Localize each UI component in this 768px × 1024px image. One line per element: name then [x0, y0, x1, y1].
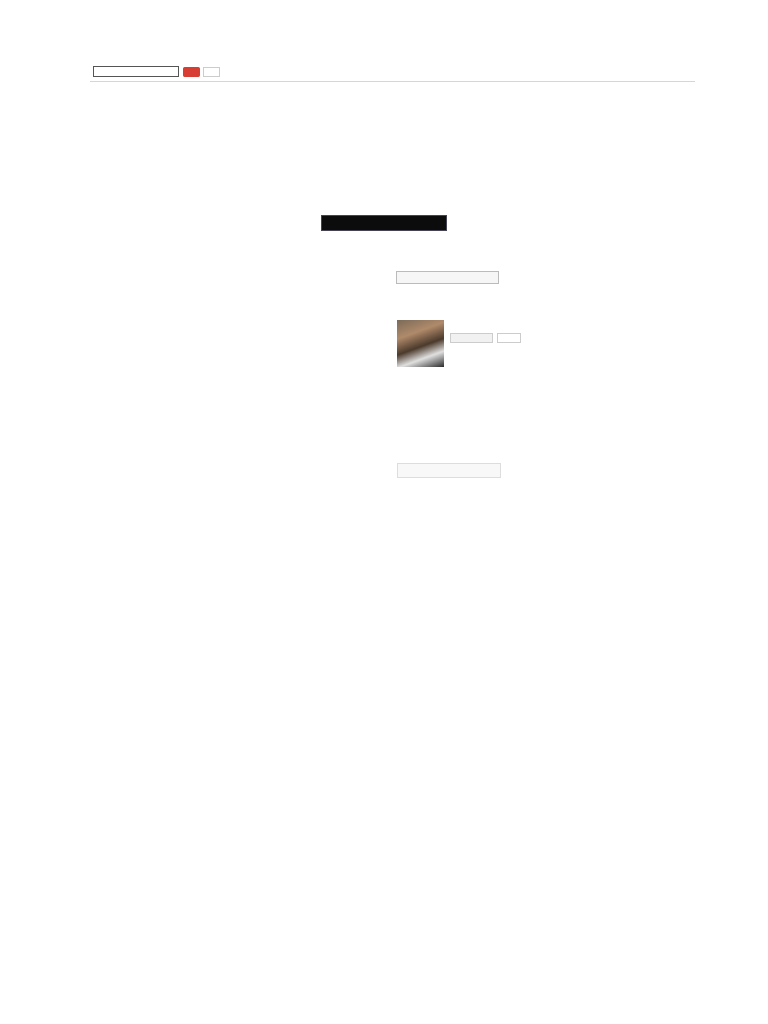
- gplus-count: [203, 67, 220, 77]
- visitor-counter: [321, 215, 447, 231]
- profile-photo[interactable]: [397, 320, 444, 367]
- follower-count: [497, 333, 521, 343]
- language-select[interactable]: [396, 271, 499, 284]
- follow-button[interactable]: [450, 333, 493, 343]
- blogger-navbar: [90, 66, 695, 82]
- navbar-search-input[interactable]: [93, 66, 179, 77]
- followers-grid: [396, 482, 646, 598]
- follow-label: [454, 335, 462, 341]
- add-to-circles-button[interactable]: [397, 463, 501, 478]
- gplus-one-button[interactable]: [183, 67, 200, 77]
